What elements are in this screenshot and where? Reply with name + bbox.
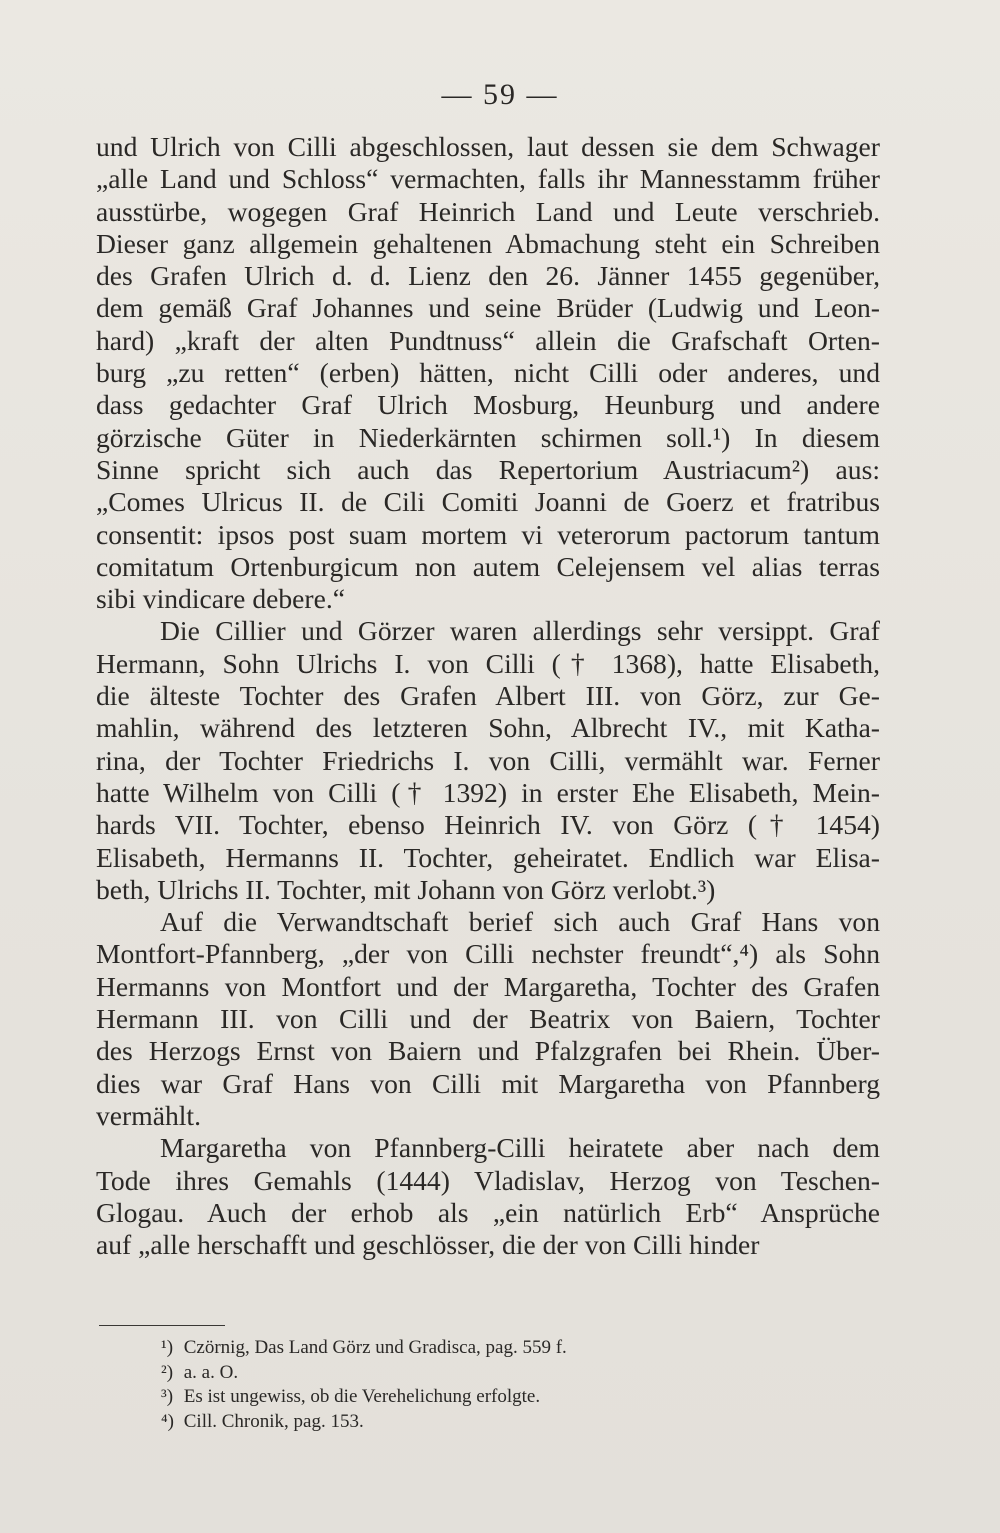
text-line: Glogau. Auch der erhob als „ein natürlich Erb“ Ansprüche [96,1196,880,1228]
text-line: Dieser ganz allgemein gehaltenen Abmachung steht ein Schreiben [96,227,880,259]
footnote-text: Czörnig, Das Land Görz und Gradisca, pag. 559 f. [183,1337,567,1358]
text-line: dass gedachter Graf Ulrich Mosburg, Heunburg und andere [96,389,880,421]
text-line: Tode ihres Gemahls (1444) Vladislav, Herzog von Teschen- [96,1164,880,1196]
text-line: Sinne spricht sich auch das Repertorium Austriacum²) aus: [96,453,880,485]
text-line: vermählt. [96,1099,201,1131]
text-line: „alle Land und Schloss“ vermachten, falls ihr Mannesstamm früher [96,163,880,195]
text-line: comitatum Ortenburgicum non autem Celejensem vel alias terras [96,550,880,582]
text-line: Margaretha von Pfannberg-Cilli heiratete aber nach dem [160,1132,880,1164]
text-line: auf „alle herschafft und geschlösser, die der von Cilli hinder [96,1229,760,1261]
text-line: Die Cillier und Görzer waren allerdings sehr versippt. Graf [160,615,880,647]
footnotes [161,1336,861,1434]
text-line: Auf die Verwandtschaft berief sich auch Graf Hans von [160,906,880,938]
text-line: rina, der Tochter Friedrichs I. von Cilli, vermählt war. Ferner [96,744,880,776]
footnote-mark: ¹) [161,1337,174,1358]
page-number: — 59 — [441,78,559,111]
footnote [161,1385,861,1410]
text-line: Hermann III. von Cilli und der Beatrix von Baiern, Tochter [96,1003,880,1035]
text-line: und Ulrich von Cilli abgeschlossen, laut dessen sie dem Schwager [96,131,880,162]
footnote-separator [99,1325,225,1326]
text-line: dies war Graf Hans von Cilli mit Margaretha von Pfannberg [96,1067,880,1099]
footnote-mark: ²) [161,1361,174,1383]
text-line: hards VII. Tochter, ebenso Heinrich IV. von Görz († 1454) [96,809,880,841]
text-line: des Grafen Ulrich d. d. Lienz den 26. Jänner 1455 gegenüber, [96,260,880,292]
text-line: hatte Wilhelm von Cilli († 1392) in erster Ehe Elisabeth, Mein- [96,776,880,808]
text-line: hard) „kraft der alten Pundtnuss“ allein die Grafschaft Orten- [96,324,880,356]
text-line: „Comes Ulricus II. de Cili Comiti Joanni de Goerz et fratribus [96,486,880,518]
text-line: Hermanns von Montfort und der Margaretha, Tochter des Grafen [96,970,880,1002]
text-line: die älteste Tochter des Grafen Albert III. von Görz, zur Ge- [96,680,880,712]
footnote [161,1410,861,1435]
text-line: des Herzogs Ernst von Baiern und Pfalzgrafen bei Rhein. Über- [96,1035,880,1067]
footnote [161,1336,861,1361]
text-line: görzische Güter in Niederkärnten schirmen soll.¹) In diesem [96,421,880,453]
footnote-text: a. a. O. [183,1361,239,1383]
footnote-mark: ⁴) [161,1410,174,1432]
paragraph [96,131,880,615]
footnote-text: Cill. Chronik, pag. 153. [183,1410,364,1432]
footnote-text: Es ist ungewiss, ob die Verehelichung erfolgte. [183,1386,541,1407]
text-line: sibi vindicare debere.“ [96,583,345,615]
text-line: Elisabeth, Hermanns II. Tochter, geheiratet. Endlich war Elisa- [96,841,880,873]
text-line: dem gemäß Graf Johannes und seine Brüder (Ludwig und Leon- [96,292,880,324]
text-line: ausstürbe, wogegen Graf Heinrich Land und Leute verschrieb. [96,195,880,227]
text-line: consentit: ipsos post suam mortem vi veterorum pactorum tantum [96,518,880,550]
text-line: beth, Ulrichs II. Tochter, mit Johann von Görz verlobt.³) [96,873,716,905]
footnote-mark: ³) [161,1386,174,1407]
text-line: burg „zu retten“ (erben) hätten, nicht Cilli oder anderes, und [96,357,880,389]
footnote [161,1361,861,1386]
text-line: Montfort-Pfannberg, „der von Cilli nechster freundt“,⁴) als Sohn [96,938,880,970]
text-line: Hermann, Sohn Ulrichs I. von Cilli († 1368), hatte Elisabeth, [96,647,880,679]
paragraph [96,906,880,1132]
text-line: mahlin, während des letzteren Sohn, Albrecht IV., mit Katha- [96,712,880,744]
paragraph [96,615,880,906]
body-text [96,131,880,1261]
paragraph [96,1132,880,1261]
